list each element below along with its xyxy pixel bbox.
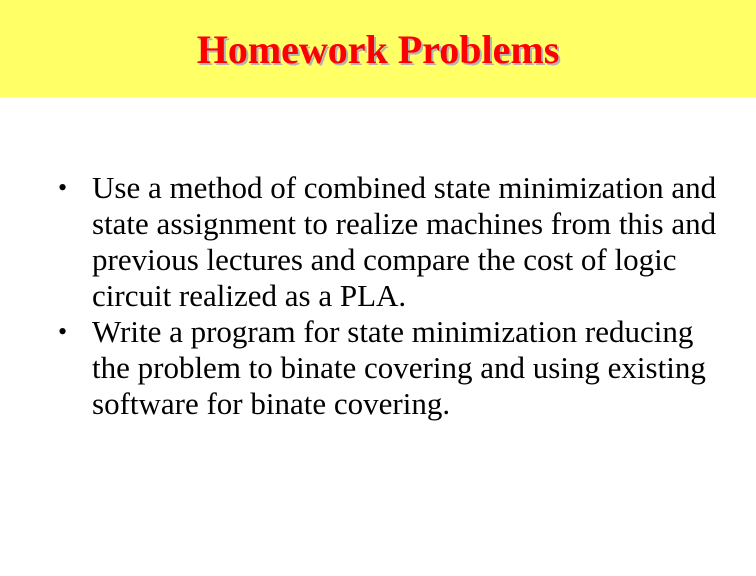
bullet-item [58, 314, 718, 422]
bullet-dot-icon: • [58, 173, 68, 202]
bullet-dot-icon: • [58, 317, 68, 346]
title-bar [0, 0, 756, 97]
bullet-text: Write a program for state minimization reducing the problem to binate covering and using existing software for binate covering. [92, 314, 706, 421]
bullet-text: Use a method of combined state minimization and state assignment to realize machines from this and previous lectures and compare the cost of logic circuit realized as a PLA. [92, 170, 717, 313]
slide-title: Homework Problems [196, 27, 560, 72]
bullet-list [58, 170, 718, 422]
bullet-item [58, 170, 718, 314]
